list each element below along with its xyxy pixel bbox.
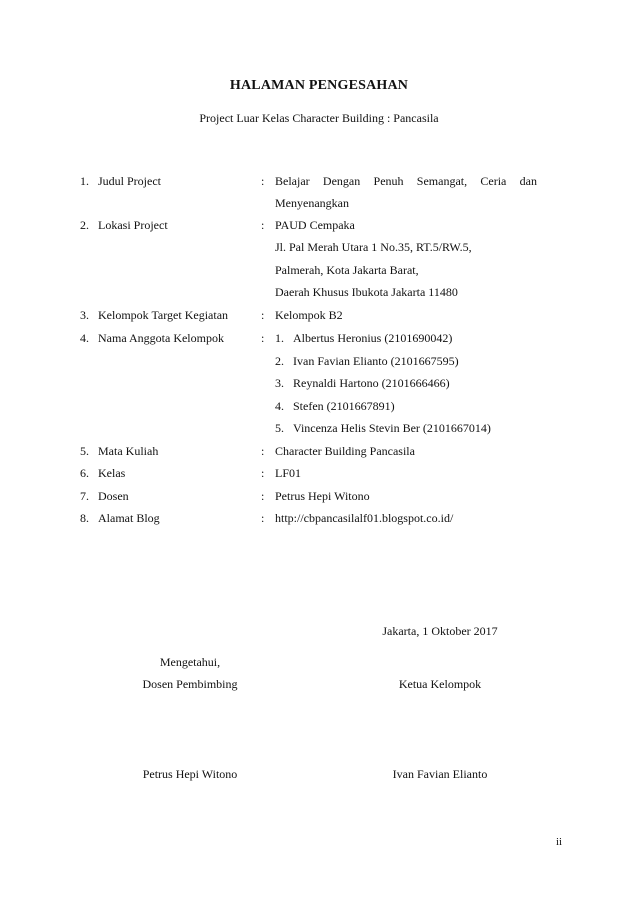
item-colon: : <box>261 511 265 525</box>
page-title: HALAMAN PENGESAHAN <box>229 78 409 93</box>
item-colon: : <box>261 174 265 188</box>
item-colon: : <box>261 218 265 232</box>
item-colon: : <box>261 308 265 322</box>
page-number: ii <box>556 836 563 848</box>
item-value: Kelompok B2 <box>275 308 343 322</box>
item-colon: : <box>261 331 265 345</box>
member-name: Reynaldi Hartono (2101666466) <box>293 376 450 390</box>
item-label: Alamat Blog <box>98 511 160 525</box>
item-number: 7. <box>80 489 89 503</box>
member-number: 2. <box>275 354 284 368</box>
item-value: LF01 <box>275 466 302 480</box>
member-number: 3. <box>275 376 284 390</box>
item-number: 8. <box>80 511 89 525</box>
item-label: Dosen <box>98 489 129 503</box>
member-name: Vincenza Helis Stevin Ber (2101667014) <box>293 421 491 435</box>
item-value-line: Daerah Khusus Ibukota Jakarta 11480 <box>275 285 458 299</box>
item-label: Kelas <box>98 466 126 480</box>
item-value: Character Building Pancasila <box>275 444 415 458</box>
item-value-line: PAUD Cempaka <box>275 218 355 232</box>
member-name: Ivan Favian Elianto (2101667595) <box>293 354 459 368</box>
page-subtitle: Project Luar Kelas Character Building : Pancasila <box>199 111 439 125</box>
left-signatory-name: Petrus Hepi Witono <box>142 767 238 781</box>
item-value-line: Palmerah, Kota Jakarta Barat, <box>275 263 419 277</box>
item-label: Nama Anggota Kelompok <box>98 331 224 345</box>
item-number: 4. <box>80 331 89 345</box>
member-name: Stefen (2101667891) <box>293 399 395 413</box>
member-name: Albertus Heronius (2101690042) <box>293 331 453 345</box>
item-colon: : <box>261 444 265 458</box>
item-value: Belajar Dengan Penuh Semangat, Ceria dan <box>275 174 537 188</box>
item-number: 2. <box>80 218 89 232</box>
item-colon: : <box>261 466 265 480</box>
member-number: 1. <box>275 331 284 345</box>
left-role: Dosen Pembimbing <box>142 677 238 691</box>
item-value: Petrus Hepi Witono <box>275 489 370 503</box>
item-number: 3. <box>80 308 89 322</box>
item-label: Kelompok Target Kegiatan <box>98 308 229 322</box>
item-value-line: Jl. Pal Merah Utara 1 No.35, RT.5/RW.5, <box>275 240 472 254</box>
right-role: Ketua Kelompok <box>398 677 482 691</box>
left-header: Mengetahui, <box>159 655 221 669</box>
item-label: Lokasi Project <box>98 218 168 232</box>
item-value-continued: Menyenangkan <box>275 196 349 210</box>
item-label: Mata Kuliah <box>98 444 159 458</box>
right-signatory-name: Ivan Favian Elianto <box>392 767 488 781</box>
member-number: 5. <box>275 421 284 435</box>
place-date: Jakarta, 1 Oktober 2017 <box>382 624 498 638</box>
item-number: 1. <box>80 174 89 188</box>
item-label: Judul Project <box>98 174 161 188</box>
item-number: 6. <box>80 466 89 480</box>
item-colon: : <box>261 489 265 503</box>
item-number: 5. <box>80 444 89 458</box>
member-number: 4. <box>275 399 284 413</box>
blog-url: http://cbpancasilalf01.blogspot.co.id/ <box>275 511 454 525</box>
